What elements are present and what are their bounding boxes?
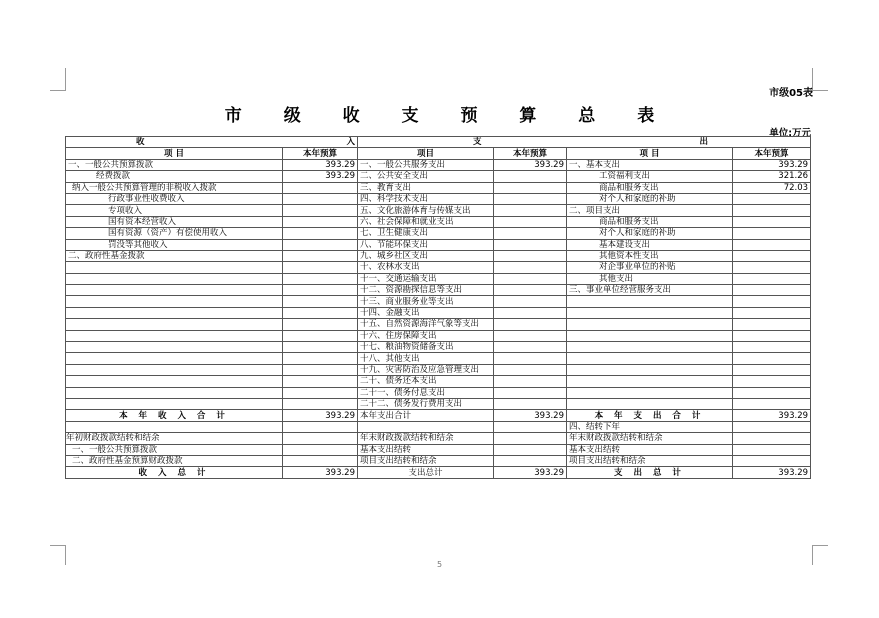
blank-cell — [66, 296, 283, 307]
expense-budget-cell — [494, 171, 567, 182]
expense-budget-cell — [494, 216, 567, 227]
econ-item-cell: 其他资本性支出 — [567, 250, 733, 261]
econ-item-cell: 基本建设支出 — [567, 239, 733, 250]
expense-grand-total-label: 支出总计 — [358, 467, 494, 478]
blank-cell — [733, 387, 811, 398]
blank-cell — [66, 421, 283, 432]
econ-year-total-label: 本 年 支 出 合 计 — [567, 410, 733, 421]
income-budget-cell — [283, 228, 358, 239]
income-budget-cell — [283, 182, 358, 193]
econ-year-total-value: 393.29 — [733, 410, 811, 421]
blank-cell — [283, 421, 358, 432]
income-budget-cell — [283, 250, 358, 261]
table-row — [66, 239, 811, 250]
blank-cell — [567, 330, 733, 341]
econ-item-cell: 对企事业单位的补贴 — [567, 262, 733, 273]
table-row — [66, 353, 811, 364]
expense-item-cell: 二十、债务还本支出 — [358, 376, 494, 387]
blank-cell — [733, 296, 811, 307]
table-row — [66, 398, 811, 409]
income-grand-total-label: 收 入 总 计 — [66, 467, 283, 478]
blank-cell — [567, 364, 733, 375]
expense-budget-cell — [494, 307, 567, 318]
crop-mark — [812, 90, 828, 91]
blank-cell — [733, 398, 811, 409]
blank-cell — [66, 273, 283, 284]
expense-budget-cell — [494, 319, 567, 330]
blank-cell — [567, 342, 733, 353]
econ-budget-cell: 393.29 — [733, 159, 811, 170]
econ-grand-total-label: 支 出 总 计 — [567, 467, 733, 478]
expense-item-cell: 五、文化旅游体育与传媒支出 — [358, 205, 494, 216]
econ-budget-cell — [733, 228, 811, 239]
expense-item-cell: 二、公共安全支出 — [358, 171, 494, 182]
expense-section-label: 支 — [473, 137, 482, 148]
expense-budget-cell — [494, 330, 567, 341]
blank-cell — [66, 319, 283, 330]
table-row — [66, 250, 811, 261]
table-row — [66, 171, 811, 182]
blank-cell — [283, 364, 358, 375]
econ-item-cell: 一、基本支出 — [567, 159, 733, 170]
blank-cell — [283, 319, 358, 330]
table-row — [66, 330, 811, 341]
blank-cell — [66, 353, 283, 364]
carry-forward-row — [66, 421, 811, 432]
blank-cell — [66, 376, 283, 387]
econ-item-cell: 对个人和家庭的补助 — [567, 193, 733, 204]
expense-budget-cell — [494, 262, 567, 273]
econ-budget-cell — [733, 285, 811, 296]
blank-cell — [283, 330, 358, 341]
carry-general-row — [66, 444, 811, 455]
expense-year-total-value: 393.29 — [494, 410, 567, 421]
table-row — [66, 387, 811, 398]
year-total-row — [66, 410, 811, 421]
blank-cell — [733, 364, 811, 375]
income-budget-cell — [283, 216, 358, 227]
econ-budget-cell — [733, 250, 811, 261]
expense-budget-cell: 393.29 — [494, 159, 567, 170]
table-row — [66, 319, 811, 330]
econ-budget-cell — [733, 193, 811, 204]
expense-year-total-label: 本年支出合计 — [358, 410, 494, 421]
unit-label: 单位:万元 — [769, 128, 811, 139]
income-item-cell: 行政事业性收费收入 — [66, 193, 283, 204]
blank-cell — [733, 353, 811, 364]
econ-budget-cell — [733, 239, 811, 250]
blank-cell — [733, 330, 811, 341]
blank-cell — [283, 307, 358, 318]
expense-budget-cell — [494, 342, 567, 353]
econ-budget-header: 本年预算 — [733, 148, 811, 159]
blank-cell — [66, 342, 283, 353]
expense-item-cell: 六、社会保障和就业支出 — [358, 216, 494, 227]
expense-item-cell: 十一、交通运输支出 — [358, 273, 494, 284]
blank-cell — [494, 455, 567, 466]
blank-cell — [283, 433, 358, 444]
blank-cell — [66, 262, 283, 273]
econ-item-cell: 商品和服务支出 — [567, 216, 733, 227]
expense-item-cell: 十四、金融支出 — [358, 307, 494, 318]
econ-item-cell: 工资福利支出 — [567, 171, 733, 182]
econ-budget-cell: 72.03 — [733, 182, 811, 193]
page-title: 市 级 收 支 预 算 总 表 — [224, 106, 673, 126]
expense-section-header — [358, 137, 811, 148]
income-item-header: 项 目 — [66, 148, 283, 159]
econ-item-cell: 三、事业单位经营服务支出 — [567, 285, 733, 296]
carry-in-label: 年初财政拨款结转和结余 — [66, 433, 283, 444]
expense-item-cell: 十八、其他支出 — [358, 353, 494, 364]
income-item-cell: 专项收入 — [66, 205, 283, 216]
income-item-cell: 一、一般公共预算拨款 — [66, 159, 283, 170]
table-row — [66, 262, 811, 273]
expense-budget-cell — [494, 364, 567, 375]
table-row — [66, 216, 811, 227]
blank-cell — [283, 398, 358, 409]
blank-cell — [66, 307, 283, 318]
expense-budget-cell — [494, 376, 567, 387]
econ-grand-total-value: 393.29 — [733, 467, 811, 478]
income-item-cell: 国有资本经营收入 — [66, 216, 283, 227]
expense-budget-cell — [494, 228, 567, 239]
expense-budget-cell — [494, 387, 567, 398]
blank-cell — [283, 444, 358, 455]
expense-budget-cell — [494, 285, 567, 296]
income-item-cell: 经费拨款 — [66, 171, 283, 182]
table-row — [66, 273, 811, 284]
table-row — [66, 228, 811, 239]
expense-item-cell: 九、城乡社区支出 — [358, 250, 494, 261]
table-row — [66, 285, 811, 296]
expense-item-cell: 十九、灾害防治及应急管理支出 — [358, 364, 494, 375]
expense-budget-header: 本年预算 — [494, 148, 567, 159]
crop-mark — [812, 545, 828, 546]
blank-cell — [567, 307, 733, 318]
grand-total-row — [66, 467, 811, 478]
blank-cell — [283, 262, 358, 273]
expense-item-cell: 二十二、债务发行费用支出 — [358, 398, 494, 409]
expense-item-cell: 十三、商业服务业等支出 — [358, 296, 494, 307]
blank-cell — [66, 330, 283, 341]
econ-budget-cell: 321.26 — [733, 171, 811, 182]
expense-budget-cell — [494, 296, 567, 307]
econ-item-header: 项 目 — [567, 148, 733, 159]
expense-item-cell: 四、科学技术支出 — [358, 193, 494, 204]
expense-item-cell: 十五、自然资源海洋气象等支出 — [358, 319, 494, 330]
expense-budget-cell — [494, 398, 567, 409]
table-number: 市级05表 — [769, 88, 813, 99]
econ-budget-cell — [733, 262, 811, 273]
blank-cell — [494, 444, 567, 455]
econ-item-cell: 商品和服务支出 — [567, 182, 733, 193]
table-row — [66, 159, 811, 170]
econ-item-cell: 其他支出 — [567, 273, 733, 284]
blank-cell — [733, 307, 811, 318]
income-budget-cell: 393.29 — [283, 171, 358, 182]
blank-cell — [567, 353, 733, 364]
blank-cell — [283, 353, 358, 364]
expense-item-header: 项目 — [358, 148, 494, 159]
blank-cell — [733, 433, 811, 444]
expense-item-cell: 七、卫生健康支出 — [358, 228, 494, 239]
blank-cell — [567, 387, 733, 398]
econ-budget-cell — [733, 273, 811, 284]
econ-item-cell: 二、项目支出 — [567, 205, 733, 216]
expense-grand-total-value: 393.29 — [494, 467, 567, 478]
income-grand-total-value: 393.29 — [283, 467, 358, 478]
blank-cell — [283, 387, 358, 398]
blank-cell — [66, 364, 283, 375]
table-row — [66, 376, 811, 387]
table-row — [66, 193, 811, 204]
budget-summary-table — [65, 136, 811, 479]
year-end-label-econ: 年末财政拨款结转和结余 — [567, 433, 733, 444]
expense-item-cell: 十六、住房保障支出 — [358, 330, 494, 341]
expense-item-cell: 三、教育支出 — [358, 182, 494, 193]
crop-mark — [50, 545, 66, 546]
income-year-total-label: 本 年 收 入 合 计 — [66, 410, 283, 421]
page-number: 5 — [436, 560, 443, 569]
expense-budget-cell — [494, 182, 567, 193]
expense-item-cell: 一、一般公共服务支出 — [358, 159, 494, 170]
income-budget-header: 本年预算 — [283, 148, 358, 159]
expense-budget-cell — [494, 239, 567, 250]
carry-forward-label: 四、结转下年 — [567, 421, 733, 432]
blank-cell — [733, 376, 811, 387]
table-row — [66, 307, 811, 318]
year-end-label: 年末财政拨款结转和结余 — [358, 433, 494, 444]
expense-section-label-right: 出 — [699, 137, 709, 148]
econ-item-cell: 对个人和家庭的补助 — [567, 228, 733, 239]
blank-cell — [567, 398, 733, 409]
carry-in-fund: 二、政府性基金预算财政拨款 — [66, 455, 283, 466]
expense-budget-cell — [494, 250, 567, 261]
blank-cell — [66, 285, 283, 296]
income-section-label: 收 — [136, 137, 145, 148]
blank-cell — [66, 387, 283, 398]
expense-item-cell: 十七、粮油物资储备支出 — [358, 342, 494, 353]
expense-item-cell: 八、节能环保支出 — [358, 239, 494, 250]
basic-carry-label-econ: 基本支出结转 — [567, 444, 733, 455]
blank-cell — [733, 455, 811, 466]
blank-cell — [66, 398, 283, 409]
column-header-row — [66, 148, 811, 159]
crop-mark — [65, 68, 66, 90]
blank-cell — [283, 285, 358, 296]
blank-cell — [283, 296, 358, 307]
income-year-total-value: 393.29 — [283, 410, 358, 421]
income-item-cell: 二、政府性基金拨款 — [66, 250, 283, 261]
table-row — [66, 205, 811, 216]
project-carry-label: 项目支出结转和结余 — [358, 455, 494, 466]
income-item-cell: 罚没等其他收入 — [66, 239, 283, 250]
blank-cell — [494, 421, 567, 432]
blank-cell — [733, 444, 811, 455]
project-carry-label-econ: 项目支出结转和结余 — [567, 455, 733, 466]
carry-in-general: 一、一般公共预算拨款 — [66, 444, 283, 455]
blank-cell — [567, 319, 733, 330]
expense-item-cell: 二十一、债务付息支出 — [358, 387, 494, 398]
table-row — [66, 342, 811, 353]
crop-mark — [50, 90, 66, 91]
expense-budget-cell — [494, 353, 567, 364]
econ-budget-cell — [733, 216, 811, 227]
table-row — [66, 296, 811, 307]
blank-cell — [358, 421, 494, 432]
income-section-header — [66, 137, 358, 148]
expense-budget-cell — [494, 273, 567, 284]
income-budget-cell — [283, 193, 358, 204]
income-item-cell: 国有资源（资产）有偿使用收入 — [66, 228, 283, 239]
expense-item-cell: 十二、资源勘探信息等支出 — [358, 285, 494, 296]
expense-item-cell: 十、农林水支出 — [358, 262, 494, 273]
basic-carry-label: 基本支出结转 — [358, 444, 494, 455]
blank-cell — [283, 376, 358, 387]
carry-fund-row — [66, 455, 811, 466]
blank-cell — [733, 421, 811, 432]
blank-cell — [733, 342, 811, 353]
blank-cell — [283, 342, 358, 353]
income-item-cell: 纳入一般公共预算管理的非税收入拨款 — [66, 182, 283, 193]
carry-over-row — [66, 433, 811, 444]
blank-cell — [567, 296, 733, 307]
blank-cell — [283, 455, 358, 466]
blank-cell — [494, 433, 567, 444]
blank-cell — [283, 273, 358, 284]
section-header-row — [66, 137, 811, 148]
income-budget-cell: 393.29 — [283, 159, 358, 170]
income-budget-cell — [283, 239, 358, 250]
table-row — [66, 364, 811, 375]
blank-cell — [567, 376, 733, 387]
econ-budget-cell — [733, 205, 811, 216]
blank-cell — [733, 319, 811, 330]
expense-budget-cell — [494, 205, 567, 216]
income-budget-cell — [283, 205, 358, 216]
income-section-label-right: 入 — [346, 137, 355, 148]
expense-budget-cell — [494, 193, 567, 204]
table-row — [66, 182, 811, 193]
